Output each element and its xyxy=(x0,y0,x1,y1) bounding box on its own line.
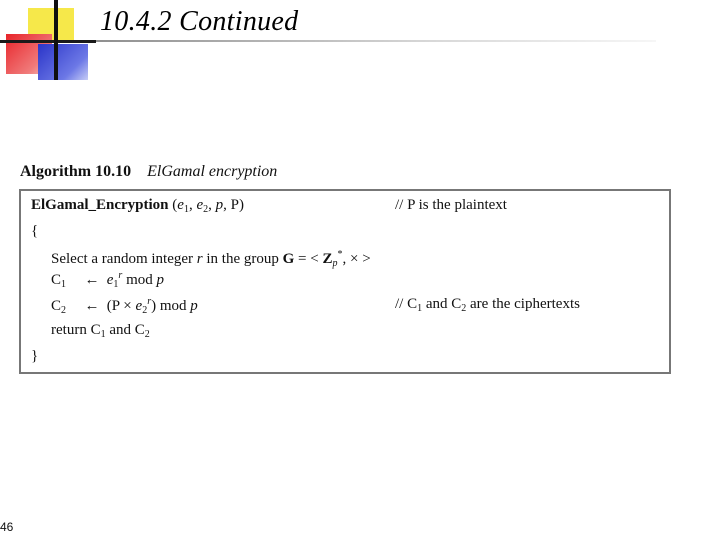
c2-exp: r xyxy=(147,296,152,307)
page-number: 46 xyxy=(0,520,14,534)
c2-e-sub: 2 xyxy=(142,305,148,316)
comment-cipher-pre: // C xyxy=(395,296,418,312)
comment-plaintext: // P is the plaintext xyxy=(395,197,507,213)
return-sub2: 2 xyxy=(144,329,150,340)
comment-cipher-sub1: 1 xyxy=(417,303,423,314)
c2-mod: mod xyxy=(159,298,187,314)
comment-cipher-sub2: 2 xyxy=(461,303,467,314)
select-text: Select a random integer xyxy=(51,251,194,267)
c1-label: C xyxy=(51,272,62,288)
c1-line: $C_1$ ← $e_1^r$ mod p xyxy=(51,270,164,290)
slide-title: 10.4.2 Continued xyxy=(100,6,299,37)
decor-vertical-line xyxy=(54,0,58,80)
algorithm-name: ElGamal encryption xyxy=(147,163,278,180)
function-signature: ElGamal_Encryption ($e_1$, $e_2$, p, P) xyxy=(31,197,244,215)
select-line: Select a random integer r in the group G = < $Z_p^*$, × > xyxy=(51,249,371,269)
c2-sub: 2 xyxy=(61,305,67,316)
group-Z: Z xyxy=(322,251,333,267)
group-Z-sup: * xyxy=(337,249,343,260)
algorithm-number: Algorithm 10.10 xyxy=(20,163,132,180)
group-G: G xyxy=(282,251,295,267)
c2-e: e xyxy=(135,298,143,314)
select-var: r xyxy=(196,251,203,267)
decor-horizontal-line xyxy=(0,40,96,43)
algorithm-header xyxy=(20,163,277,181)
c2-line: $C_2$ ← $(P \times e_2^r)$ mod p xyxy=(51,296,198,316)
param-e1: e xyxy=(177,197,184,213)
param-P: P xyxy=(230,197,239,213)
c1-exp: r xyxy=(118,270,123,281)
c1-mod: mod xyxy=(126,272,153,288)
return-line xyxy=(51,323,150,340)
close-brace: } xyxy=(31,348,39,364)
return-mid: and C xyxy=(109,322,145,338)
comment-cipher-post: are the ciphertexts xyxy=(470,296,580,312)
param-e2: e xyxy=(196,197,204,213)
param-p: p xyxy=(215,197,224,213)
c1-e-sub: 1 xyxy=(113,279,119,290)
c2-p: p xyxy=(190,298,198,314)
select-text2: in the group xyxy=(206,251,279,267)
function-name: ElGamal_Encryption xyxy=(31,197,169,213)
return-sub1: 1 xyxy=(100,329,106,340)
comment-ciphertexts xyxy=(395,297,580,314)
param-e1-sub: 1 xyxy=(183,204,189,215)
return-kw: return C xyxy=(51,322,101,338)
c1-p: p xyxy=(156,272,164,288)
param-e2-sub: 2 xyxy=(203,204,209,215)
c1-e: e xyxy=(106,272,114,288)
c2-P: P xyxy=(111,298,120,314)
decor-blue-square xyxy=(38,44,88,80)
comment-cipher-mid: and C xyxy=(425,296,462,312)
c2-label: C xyxy=(51,298,62,314)
title-underline xyxy=(96,40,656,42)
algorithm-box xyxy=(19,189,671,374)
c1-sub: 1 xyxy=(61,279,67,290)
group-Z-sub: p xyxy=(332,258,338,269)
open-brace: { xyxy=(31,223,39,239)
